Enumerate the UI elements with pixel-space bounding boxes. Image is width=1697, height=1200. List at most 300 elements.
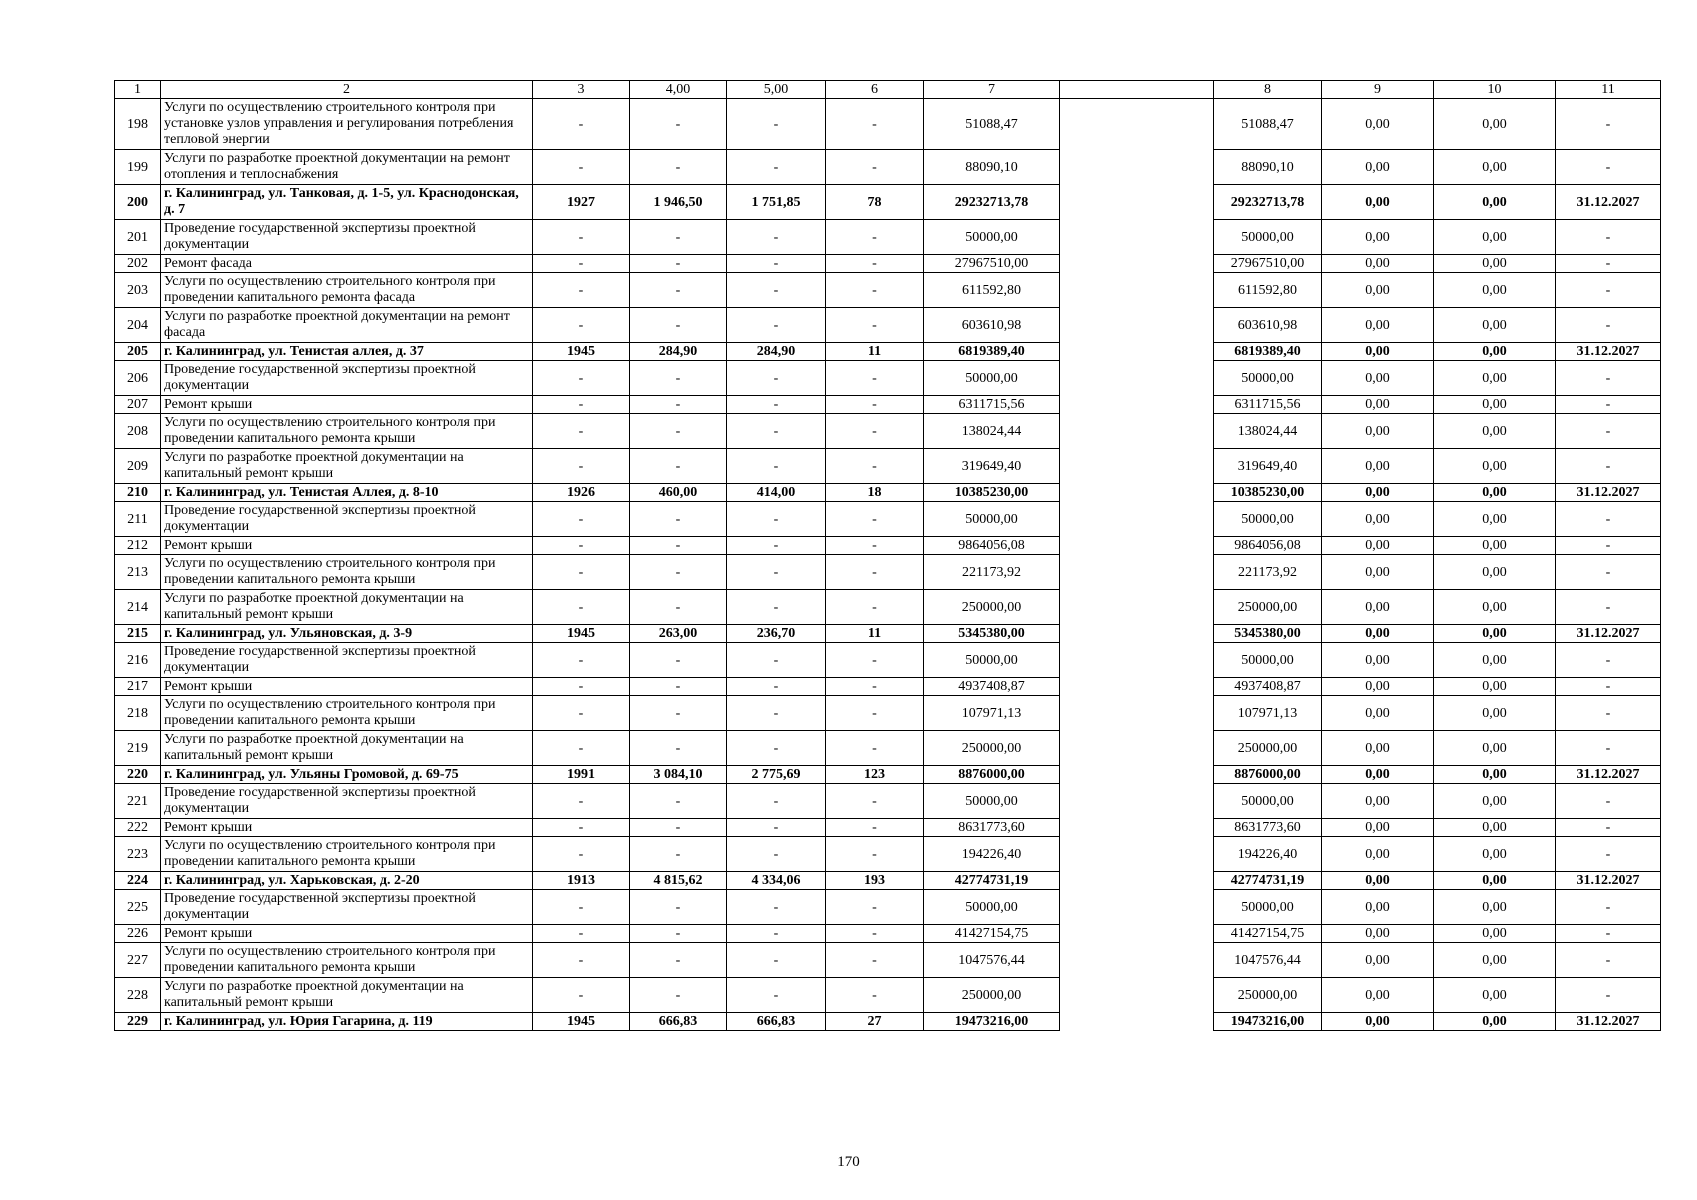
area-living-cell: - bbox=[727, 925, 826, 943]
cost-other-cell: 0,00 bbox=[1434, 273, 1556, 308]
spacer-cell bbox=[1060, 273, 1214, 308]
completion-date-cell: - bbox=[1556, 590, 1661, 625]
area-living-cell: - bbox=[727, 414, 826, 449]
description-cell: г. Калининград, ул. Тенистая Аллея, д. 8-10 bbox=[161, 484, 533, 502]
year-cell: - bbox=[533, 273, 630, 308]
cost-fund-cell: 19473216,00 bbox=[1214, 1013, 1322, 1031]
row-number-cell: 202 bbox=[115, 255, 161, 273]
year-cell: 1945 bbox=[533, 343, 630, 361]
completion-date-cell: - bbox=[1556, 99, 1661, 150]
completion-date-cell: - bbox=[1556, 943, 1661, 978]
cost-other-cell: 0,00 bbox=[1434, 555, 1556, 590]
work-row bbox=[115, 978, 1661, 1013]
area-total-cell: - bbox=[630, 555, 727, 590]
cost-other-cell: 0,00 bbox=[1434, 343, 1556, 361]
residents-cell: - bbox=[826, 308, 924, 343]
area-total-cell: - bbox=[630, 502, 727, 537]
cost-budget-cell: 0,00 bbox=[1322, 555, 1434, 590]
spacer-cell bbox=[1060, 643, 1214, 678]
spacer-cell bbox=[1060, 255, 1214, 273]
column-header: 4,00 bbox=[630, 81, 727, 99]
area-living-cell: 414,00 bbox=[727, 484, 826, 502]
area-total-cell: - bbox=[630, 819, 727, 837]
residents-cell: - bbox=[826, 678, 924, 696]
residents-cell: - bbox=[826, 890, 924, 925]
description-cell: Проведение государственной экспертизы проектной документации bbox=[161, 502, 533, 537]
cost-other-cell: 0,00 bbox=[1434, 484, 1556, 502]
cost-fund-cell: 8876000,00 bbox=[1214, 766, 1322, 784]
year-cell: - bbox=[533, 414, 630, 449]
row-number-cell: 226 bbox=[115, 925, 161, 943]
year-cell: - bbox=[533, 537, 630, 555]
cost-other-cell: 0,00 bbox=[1434, 943, 1556, 978]
completion-date-cell: - bbox=[1556, 819, 1661, 837]
year-cell: 1991 bbox=[533, 766, 630, 784]
description-cell: Услуги по разработке проектной документации на капитальный ремонт крыши bbox=[161, 731, 533, 766]
cost-fund-cell: 107971,13 bbox=[1214, 696, 1322, 731]
cost-fund-cell: 603610,98 bbox=[1214, 308, 1322, 343]
cost-budget-cell: 0,00 bbox=[1322, 220, 1434, 255]
area-total-cell: - bbox=[630, 99, 727, 150]
completion-date-cell: - bbox=[1556, 449, 1661, 484]
work-row bbox=[115, 150, 1661, 185]
cost-total-cell: 603610,98 bbox=[924, 308, 1060, 343]
completion-date-cell: - bbox=[1556, 502, 1661, 537]
area-living-cell: - bbox=[727, 220, 826, 255]
area-total-cell: - bbox=[630, 396, 727, 414]
area-living-cell: - bbox=[727, 943, 826, 978]
cost-other-cell: 0,00 bbox=[1434, 925, 1556, 943]
year-cell: - bbox=[533, 449, 630, 484]
description-cell: Услуги по разработке проектной документации на капитальный ремонт крыши bbox=[161, 590, 533, 625]
cost-other-cell: 0,00 bbox=[1434, 1013, 1556, 1031]
description-cell: г. Калининград, ул. Ульяновская, д. 3-9 bbox=[161, 625, 533, 643]
area-total-cell: - bbox=[630, 731, 727, 766]
completion-date-cell: - bbox=[1556, 220, 1661, 255]
row-number-cell: 227 bbox=[115, 943, 161, 978]
work-row bbox=[115, 555, 1661, 590]
work-row bbox=[115, 819, 1661, 837]
area-living-cell: - bbox=[727, 150, 826, 185]
cost-budget-cell: 0,00 bbox=[1322, 925, 1434, 943]
residents-cell: - bbox=[826, 502, 924, 537]
row-number-cell: 223 bbox=[115, 837, 161, 872]
area-total-cell: - bbox=[630, 890, 727, 925]
cost-budget-cell: 0,00 bbox=[1322, 696, 1434, 731]
description-cell: Ремонт фасада bbox=[161, 255, 533, 273]
year-cell: - bbox=[533, 819, 630, 837]
row-number-cell: 204 bbox=[115, 308, 161, 343]
area-total-cell: - bbox=[630, 643, 727, 678]
work-row bbox=[115, 449, 1661, 484]
description-cell: Проведение государственной экспертизы проектной документации bbox=[161, 361, 533, 396]
work-row bbox=[115, 643, 1661, 678]
year-cell: - bbox=[533, 99, 630, 150]
area-total-cell: 460,00 bbox=[630, 484, 727, 502]
residents-cell: - bbox=[826, 943, 924, 978]
description-cell: Услуги по разработке проектной документации на ремонт отопления и теплоснабжения bbox=[161, 150, 533, 185]
cost-other-cell: 0,00 bbox=[1434, 837, 1556, 872]
row-number-cell: 228 bbox=[115, 978, 161, 1013]
cost-budget-cell: 0,00 bbox=[1322, 731, 1434, 766]
spacer-cell bbox=[1060, 943, 1214, 978]
year-cell: 1926 bbox=[533, 484, 630, 502]
row-number-cell: 221 bbox=[115, 784, 161, 819]
residents-cell: - bbox=[826, 255, 924, 273]
spacer-cell bbox=[1060, 99, 1214, 150]
cost-total-cell: 51088,47 bbox=[924, 99, 1060, 150]
cost-fund-cell: 319649,40 bbox=[1214, 449, 1322, 484]
cost-fund-cell: 221173,92 bbox=[1214, 555, 1322, 590]
cost-total-cell: 50000,00 bbox=[924, 784, 1060, 819]
area-total-cell: 3 084,10 bbox=[630, 766, 727, 784]
cost-total-cell: 42774731,19 bbox=[924, 872, 1060, 890]
residents-cell: 78 bbox=[826, 185, 924, 220]
cost-fund-cell: 1047576,44 bbox=[1214, 943, 1322, 978]
year-cell: - bbox=[533, 308, 630, 343]
area-living-cell: - bbox=[727, 819, 826, 837]
row-number-cell: 229 bbox=[115, 1013, 161, 1031]
area-living-cell: - bbox=[727, 678, 826, 696]
description-cell: Услуги по разработке проектной документации на капитальный ремонт крыши bbox=[161, 978, 533, 1013]
cost-other-cell: 0,00 bbox=[1434, 766, 1556, 784]
column-header: 7 bbox=[924, 81, 1060, 99]
area-total-cell: - bbox=[630, 590, 727, 625]
area-total-cell: 284,90 bbox=[630, 343, 727, 361]
spacer-cell bbox=[1060, 361, 1214, 396]
cost-total-cell: 50000,00 bbox=[924, 361, 1060, 396]
cost-fund-cell: 250000,00 bbox=[1214, 731, 1322, 766]
area-total-cell: - bbox=[630, 273, 727, 308]
spacer-cell bbox=[1060, 784, 1214, 819]
area-living-cell: - bbox=[727, 978, 826, 1013]
address-row bbox=[115, 1013, 1661, 1031]
capital-repair-table bbox=[114, 80, 1661, 1031]
row-number-cell: 206 bbox=[115, 361, 161, 396]
year-cell: - bbox=[533, 678, 630, 696]
cost-budget-cell: 0,00 bbox=[1322, 502, 1434, 537]
description-cell: г. Калининград, ул. Ульяны Громовой, д. 69-75 bbox=[161, 766, 533, 784]
completion-date-cell: 31.12.2027 bbox=[1556, 872, 1661, 890]
completion-date-cell: - bbox=[1556, 643, 1661, 678]
row-number-cell: 222 bbox=[115, 819, 161, 837]
cost-other-cell: 0,00 bbox=[1434, 414, 1556, 449]
row-number-cell: 212 bbox=[115, 537, 161, 555]
completion-date-cell: - bbox=[1556, 696, 1661, 731]
area-total-cell: 1 946,50 bbox=[630, 185, 727, 220]
area-living-cell: - bbox=[727, 784, 826, 819]
cost-budget-cell: 0,00 bbox=[1322, 625, 1434, 643]
residents-cell: - bbox=[826, 150, 924, 185]
cost-other-cell: 0,00 bbox=[1434, 150, 1556, 185]
cost-other-cell: 0,00 bbox=[1434, 537, 1556, 555]
residents-cell: - bbox=[826, 643, 924, 678]
area-total-cell: - bbox=[630, 361, 727, 396]
year-cell: - bbox=[533, 220, 630, 255]
row-number-cell: 201 bbox=[115, 220, 161, 255]
completion-date-cell: 31.12.2027 bbox=[1556, 1013, 1661, 1031]
work-row bbox=[115, 590, 1661, 625]
row-number-cell: 224 bbox=[115, 872, 161, 890]
residents-cell: 193 bbox=[826, 872, 924, 890]
description-cell: Услуги по осуществлению строительного контроля при проведении капитального ремонта фасада bbox=[161, 273, 533, 308]
cost-fund-cell: 138024,44 bbox=[1214, 414, 1322, 449]
address-row bbox=[115, 766, 1661, 784]
column-header: 1 bbox=[115, 81, 161, 99]
cost-other-cell: 0,00 bbox=[1434, 308, 1556, 343]
area-living-cell: 236,70 bbox=[727, 625, 826, 643]
year-cell: - bbox=[533, 396, 630, 414]
spacer-cell bbox=[1060, 185, 1214, 220]
cost-total-cell: 27967510,00 bbox=[924, 255, 1060, 273]
cost-budget-cell: 0,00 bbox=[1322, 255, 1434, 273]
completion-date-cell: - bbox=[1556, 978, 1661, 1013]
cost-fund-cell: 10385230,00 bbox=[1214, 484, 1322, 502]
completion-date-cell: - bbox=[1556, 308, 1661, 343]
cost-budget-cell: 0,00 bbox=[1322, 837, 1434, 872]
description-cell: Услуги по осуществлению строительного контроля при установке узлов управления и регулирования потребления тепловой энергии bbox=[161, 99, 533, 150]
area-living-cell: - bbox=[727, 502, 826, 537]
area-total-cell: 263,00 bbox=[630, 625, 727, 643]
description-cell: Проведение государственной экспертизы проектной документации bbox=[161, 220, 533, 255]
description-cell: Ремонт крыши bbox=[161, 396, 533, 414]
cost-budget-cell: 0,00 bbox=[1322, 590, 1434, 625]
work-row bbox=[115, 784, 1661, 819]
address-row bbox=[115, 484, 1661, 502]
row-number-cell: 203 bbox=[115, 273, 161, 308]
cost-budget-cell: 0,00 bbox=[1322, 943, 1434, 978]
area-living-cell: - bbox=[727, 555, 826, 590]
year-cell: - bbox=[533, 837, 630, 872]
column-header: 6 bbox=[826, 81, 924, 99]
area-living-cell: - bbox=[727, 308, 826, 343]
cost-budget-cell: 0,00 bbox=[1322, 185, 1434, 220]
year-cell: - bbox=[533, 255, 630, 273]
residents-cell: 11 bbox=[826, 343, 924, 361]
cost-total-cell: 19473216,00 bbox=[924, 1013, 1060, 1031]
description-cell: Ремонт крыши bbox=[161, 678, 533, 696]
row-number-cell: 209 bbox=[115, 449, 161, 484]
description-cell: г. Калининград, ул. Харьковская, д. 2-20 bbox=[161, 872, 533, 890]
cost-total-cell: 50000,00 bbox=[924, 220, 1060, 255]
cost-budget-cell: 0,00 bbox=[1322, 1013, 1434, 1031]
spacer-cell bbox=[1060, 220, 1214, 255]
cost-budget-cell: 0,00 bbox=[1322, 361, 1434, 396]
residents-cell: - bbox=[826, 414, 924, 449]
spacer-cell bbox=[1060, 819, 1214, 837]
area-total-cell: - bbox=[630, 220, 727, 255]
cost-other-cell: 0,00 bbox=[1434, 643, 1556, 678]
cost-fund-cell: 6311715,56 bbox=[1214, 396, 1322, 414]
spacer-cell bbox=[1060, 537, 1214, 555]
residents-cell: - bbox=[826, 555, 924, 590]
description-cell: Ремонт крыши bbox=[161, 925, 533, 943]
area-living-cell: - bbox=[727, 255, 826, 273]
completion-date-cell: - bbox=[1556, 837, 1661, 872]
column-header: 2 bbox=[161, 81, 533, 99]
year-cell: - bbox=[533, 643, 630, 678]
cost-other-cell: 0,00 bbox=[1434, 731, 1556, 766]
work-row bbox=[115, 273, 1661, 308]
cost-total-cell: 6311715,56 bbox=[924, 396, 1060, 414]
area-living-cell: - bbox=[727, 449, 826, 484]
spacer-cell bbox=[1060, 343, 1214, 361]
cost-total-cell: 50000,00 bbox=[924, 643, 1060, 678]
cost-total-cell: 319649,40 bbox=[924, 449, 1060, 484]
residents-cell: - bbox=[826, 696, 924, 731]
cost-budget-cell: 0,00 bbox=[1322, 537, 1434, 555]
cost-fund-cell: 50000,00 bbox=[1214, 890, 1322, 925]
description-cell: г. Калининград, ул. Танковая, д. 1-5, ул. Краснодонская, д. 7 bbox=[161, 185, 533, 220]
completion-date-cell: - bbox=[1556, 273, 1661, 308]
area-living-cell: 284,90 bbox=[727, 343, 826, 361]
cost-budget-cell: 0,00 bbox=[1322, 819, 1434, 837]
area-living-cell: - bbox=[727, 361, 826, 396]
area-living-cell: - bbox=[727, 890, 826, 925]
spacer-cell bbox=[1060, 890, 1214, 925]
table-body bbox=[115, 99, 1661, 1031]
area-total-cell: - bbox=[630, 537, 727, 555]
area-living-cell: - bbox=[727, 590, 826, 625]
cost-budget-cell: 0,00 bbox=[1322, 414, 1434, 449]
cost-budget-cell: 0,00 bbox=[1322, 890, 1434, 925]
spacer-cell bbox=[1060, 484, 1214, 502]
area-living-cell: 4 334,06 bbox=[727, 872, 826, 890]
cost-total-cell: 88090,10 bbox=[924, 150, 1060, 185]
cost-total-cell: 221173,92 bbox=[924, 555, 1060, 590]
cost-fund-cell: 5345380,00 bbox=[1214, 625, 1322, 643]
residents-cell: 123 bbox=[826, 766, 924, 784]
cost-other-cell: 0,00 bbox=[1434, 99, 1556, 150]
cost-other-cell: 0,00 bbox=[1434, 625, 1556, 643]
year-cell: - bbox=[533, 784, 630, 819]
row-number-cell: 215 bbox=[115, 625, 161, 643]
work-row bbox=[115, 220, 1661, 255]
cost-fund-cell: 50000,00 bbox=[1214, 361, 1322, 396]
cost-budget-cell: 0,00 bbox=[1322, 484, 1434, 502]
work-row bbox=[115, 361, 1661, 396]
spacer-cell bbox=[1060, 696, 1214, 731]
work-row bbox=[115, 308, 1661, 343]
completion-date-cell: - bbox=[1556, 414, 1661, 449]
cost-other-cell: 0,00 bbox=[1434, 396, 1556, 414]
area-total-cell: 4 815,62 bbox=[630, 872, 727, 890]
description-cell: Ремонт крыши bbox=[161, 819, 533, 837]
area-total-cell: 666,83 bbox=[630, 1013, 727, 1031]
residents-cell: - bbox=[826, 99, 924, 150]
cost-budget-cell: 0,00 bbox=[1322, 449, 1434, 484]
cost-total-cell: 194226,40 bbox=[924, 837, 1060, 872]
cost-fund-cell: 50000,00 bbox=[1214, 220, 1322, 255]
residents-cell: 27 bbox=[826, 1013, 924, 1031]
address-row bbox=[115, 185, 1661, 220]
cost-other-cell: 0,00 bbox=[1434, 696, 1556, 731]
column-header: 10 bbox=[1434, 81, 1556, 99]
cost-fund-cell: 50000,00 bbox=[1214, 643, 1322, 678]
cost-fund-cell: 6819389,40 bbox=[1214, 343, 1322, 361]
column-header: 8 bbox=[1214, 81, 1322, 99]
row-number-cell: 219 bbox=[115, 731, 161, 766]
cost-total-cell: 5345380,00 bbox=[924, 625, 1060, 643]
cost-total-cell: 138024,44 bbox=[924, 414, 1060, 449]
cost-fund-cell: 88090,10 bbox=[1214, 150, 1322, 185]
cost-total-cell: 8631773,60 bbox=[924, 819, 1060, 837]
year-cell: - bbox=[533, 978, 630, 1013]
cost-fund-cell: 194226,40 bbox=[1214, 837, 1322, 872]
area-living-cell: - bbox=[727, 396, 826, 414]
year-cell: - bbox=[533, 590, 630, 625]
area-total-cell: - bbox=[630, 150, 727, 185]
area-total-cell: - bbox=[630, 414, 727, 449]
cost-fund-cell: 50000,00 bbox=[1214, 784, 1322, 819]
area-living-cell: - bbox=[727, 837, 826, 872]
cost-total-cell: 29232713,78 bbox=[924, 185, 1060, 220]
completion-date-cell: 31.12.2027 bbox=[1556, 484, 1661, 502]
cost-total-cell: 107971,13 bbox=[924, 696, 1060, 731]
cost-fund-cell: 9864056,08 bbox=[1214, 537, 1322, 555]
cost-total-cell: 10385230,00 bbox=[924, 484, 1060, 502]
cost-other-cell: 0,00 bbox=[1434, 255, 1556, 273]
completion-date-cell: - bbox=[1556, 537, 1661, 555]
spacer-cell bbox=[1060, 625, 1214, 643]
spacer-cell bbox=[1060, 308, 1214, 343]
cost-fund-cell: 27967510,00 bbox=[1214, 255, 1322, 273]
residents-cell: 11 bbox=[826, 625, 924, 643]
cost-fund-cell: 42774731,19 bbox=[1214, 872, 1322, 890]
area-total-cell: - bbox=[630, 449, 727, 484]
work-row bbox=[115, 537, 1661, 555]
spacer-cell bbox=[1060, 449, 1214, 484]
cost-fund-cell: 8631773,60 bbox=[1214, 819, 1322, 837]
cost-budget-cell: 0,00 bbox=[1322, 396, 1434, 414]
year-cell: - bbox=[533, 555, 630, 590]
description-cell: Услуги по осуществлению строительного контроля при проведении капитального ремонта крыши bbox=[161, 696, 533, 731]
spacer-cell bbox=[1060, 1013, 1214, 1031]
work-row bbox=[115, 837, 1661, 872]
year-cell: - bbox=[533, 890, 630, 925]
cost-fund-cell: 611592,80 bbox=[1214, 273, 1322, 308]
residents-cell: - bbox=[826, 449, 924, 484]
row-number-cell: 217 bbox=[115, 678, 161, 696]
row-number-cell: 199 bbox=[115, 150, 161, 185]
cost-other-cell: 0,00 bbox=[1434, 220, 1556, 255]
row-number-cell: 220 bbox=[115, 766, 161, 784]
cost-other-cell: 0,00 bbox=[1434, 502, 1556, 537]
cost-fund-cell: 50000,00 bbox=[1214, 502, 1322, 537]
completion-date-cell: - bbox=[1556, 784, 1661, 819]
spacer-cell bbox=[1060, 590, 1214, 625]
year-cell: 1945 bbox=[533, 625, 630, 643]
completion-date-cell: - bbox=[1556, 555, 1661, 590]
completion-date-cell: 31.12.2027 bbox=[1556, 185, 1661, 220]
spacer-cell bbox=[1060, 925, 1214, 943]
area-living-cell: - bbox=[727, 696, 826, 731]
completion-date-cell: - bbox=[1556, 255, 1661, 273]
residents-cell: - bbox=[826, 978, 924, 1013]
row-number-cell: 210 bbox=[115, 484, 161, 502]
residents-cell: - bbox=[826, 837, 924, 872]
spacer-cell bbox=[1060, 978, 1214, 1013]
cost-total-cell: 4937408,87 bbox=[924, 678, 1060, 696]
description-cell: Ремонт крыши bbox=[161, 537, 533, 555]
year-cell: - bbox=[533, 696, 630, 731]
row-number-cell: 211 bbox=[115, 502, 161, 537]
work-row bbox=[115, 696, 1661, 731]
cost-total-cell: 250000,00 bbox=[924, 978, 1060, 1013]
description-cell: Услуги по разработке проектной документации на капитальный ремонт крыши bbox=[161, 449, 533, 484]
completion-date-cell: 31.12.2027 bbox=[1556, 343, 1661, 361]
row-number-cell: 207 bbox=[115, 396, 161, 414]
